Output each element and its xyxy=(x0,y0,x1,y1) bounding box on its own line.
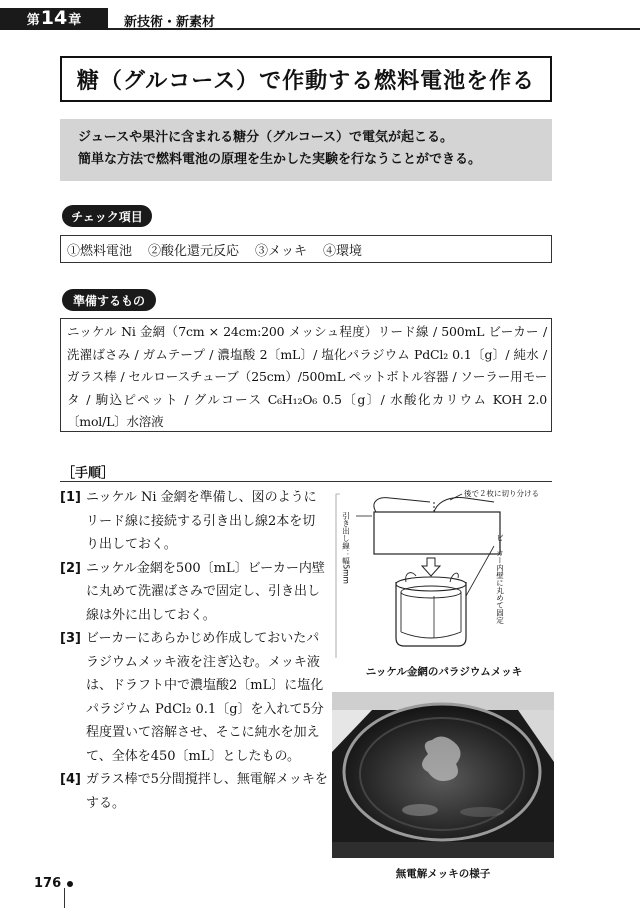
page-number-text: 176 xyxy=(34,876,62,891)
step-text: ビーカーにあらかじめ作成しておいたパラジウムメッキ液を注ぎ込む。メッキ液は、ドラフト中で濃塩酸2〔mL〕に塩化パラジウム PdCl₂ 0.1〔g〕を入れて5分程度置いて溶解させ、そこに純水を加えて、全体を450〔mL〕としたもの。 xyxy=(86,631,324,764)
check-item: ③メッキ xyxy=(255,243,308,259)
figure-caption: 無電解メッキの様子 xyxy=(395,868,491,880)
summary-line: ジュースや果汁に含まれる糖分（グルコース）で電気が起こる。 xyxy=(78,130,454,145)
step-number: [2] xyxy=(60,560,81,576)
lead-strip xyxy=(374,498,430,512)
light-reflection xyxy=(402,804,438,816)
materials-box: ニッケル Ni 金網（7cm × 24cm:200 メッシュ程度）リード線 / 500mL ビーカー / 洗濯ばさみ / ガムテープ / 濃塩酸 2〔mL〕/ 塩化パラジウム PdCl₂ 0.1〔g〕/ 純水 / ガラス棒 / セルロースチューブ（25cm）/500mL ペットボトル容器 / ソーラー用モータ / 駒込ピペット / グルコース C₆H₁₂O₆ 0.5〔g〕/ 水酸化カリウム KOH 2.0〔mol/L〕水溶液 xyxy=(60,318,552,432)
check-items-box xyxy=(60,235,552,263)
summary-box xyxy=(60,119,552,181)
check-item: ②酸化還元反応 xyxy=(148,243,240,259)
diagram-label-left: 引き出し線：幅5mm xyxy=(341,512,351,584)
photo-bottom xyxy=(332,842,554,858)
procedure-rule xyxy=(60,481,552,482)
step-number: [3] xyxy=(60,631,81,646)
step-text: ニッケル金網を500〔mL〕ビーカー内壁に丸めて洗濯ばさみで固定し、引き出し線は外に出しておく。 xyxy=(86,560,325,623)
down-arrow-icon xyxy=(422,558,440,576)
chapter-number: 14 xyxy=(40,7,68,29)
diagram-label-right: ビーカー内壁に丸めて固定 xyxy=(495,534,505,624)
chapter-prefix: 第 xyxy=(26,13,40,28)
nickel-mesh-diagram xyxy=(334,486,554,658)
procedure-step xyxy=(60,768,328,815)
rolled-mesh-bottom xyxy=(401,632,461,638)
beaker-outline xyxy=(396,582,466,646)
lead-strip xyxy=(434,498,494,512)
step-text: ニッケル Ni 金網を準備し、図のようにリード線に接続する引き出し線2本を切り出しておく。 xyxy=(86,490,317,552)
chapter-title: 新技術・新素材 xyxy=(124,15,216,30)
figure-caption: ニッケル金網のパラジウムメッキ xyxy=(365,666,523,678)
summary-line: 簡単な方法で燃料電池の原理を生かした実験を行なうことができる。 xyxy=(78,152,482,167)
procedure-heading: ［手順］ xyxy=(62,466,115,481)
bullet-icon xyxy=(67,881,73,887)
page-number xyxy=(34,876,73,891)
materials-label: 準備するもの xyxy=(62,289,156,311)
figure-frame xyxy=(336,494,340,658)
light-reflection xyxy=(460,807,504,817)
check-item: ①燃料電池 xyxy=(67,243,133,259)
procedure-step xyxy=(60,557,328,628)
footer-rule xyxy=(64,888,65,908)
check-item: ④環境 xyxy=(323,243,363,259)
chapter-suffix: 章 xyxy=(68,13,82,28)
procedure-steps xyxy=(60,486,328,815)
plating-photo xyxy=(332,692,554,858)
procedure-step xyxy=(60,627,328,768)
step-number: [4] xyxy=(60,772,81,787)
chapter-tab xyxy=(0,8,108,30)
step-number: [1] xyxy=(60,490,81,505)
diagram-label-top: 後で２枚に切り分ける xyxy=(464,489,539,498)
step-text: ガラス棒で5分間撹拌し、無電解メッキをする。 xyxy=(86,772,328,811)
procedure-step xyxy=(60,486,328,557)
check-items-label: チェック項目 xyxy=(62,205,152,227)
mesh-sheet xyxy=(374,512,500,554)
page-title: 糖（グルコース）で作動する燃料電池を作る xyxy=(60,56,552,102)
